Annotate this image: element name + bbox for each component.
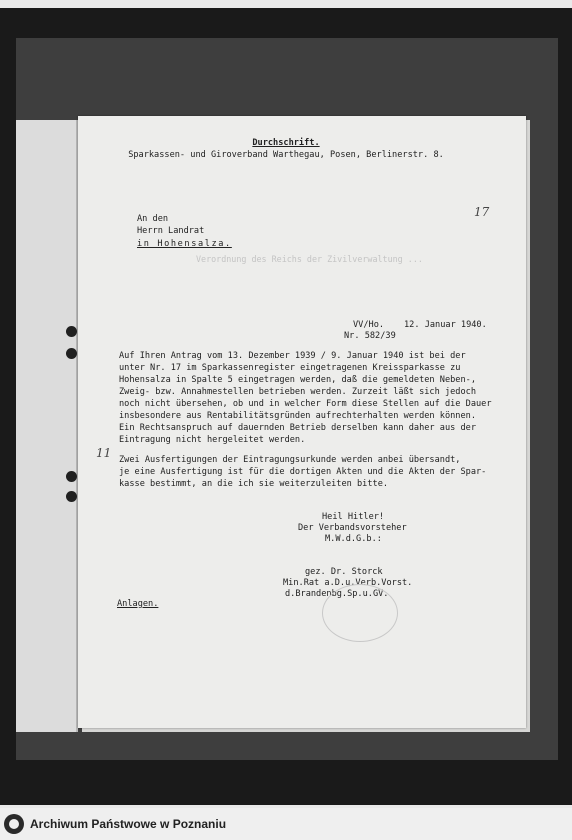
signature-line: gez. Dr. Storck [305, 567, 383, 577]
body-line: je eine Ausfertigung ist für die dortigen Akten und die Akten der Spar- [119, 467, 487, 477]
recipient-line: Herrn Landrat [137, 226, 205, 236]
body-line: unter Nr. 17 im Sparkassenregister eingetragenen Kreissparkasse zu [119, 363, 461, 373]
attachments-label: Anlagen. [117, 599, 159, 609]
reference-number: Nr. 582/39 [344, 331, 396, 341]
body-line: kasse bestimmt, an die ich sie weiterzuleiten bitte. [119, 479, 389, 489]
punch-hole [66, 348, 77, 359]
body-line: noch nicht übersehen, ob und in welcher Form diese Stellen auf die Dauer [119, 399, 492, 409]
document-title: Durchschrift. [252, 138, 320, 148]
punch-hole [66, 471, 77, 482]
archive-footer [0, 808, 572, 840]
body-line: Hohensalza in Spalte 5 eingetragen werden, daß die gemeldeten Neben-, [119, 375, 476, 385]
margin-handwritten-mark: 11 [96, 446, 112, 460]
reference: VV/Ho. [353, 320, 385, 330]
closing-line: M.W.d.G.b.: [325, 534, 382, 544]
body-line: Zweig- bzw. Annahmestellen betrieben werden. Zurzeit läßt sich jedoch [119, 387, 476, 397]
closing-line: Min.Rat a.D.u.Verb.Vorst. [283, 578, 413, 588]
closing-line: d.Brandenbg.Sp.u.GV. [285, 589, 389, 599]
body-line: Zwei Ausfertigungen der Eintragungsurkunde werden anbei übersandt, [119, 455, 461, 465]
body-line: Auf Ihren Antrag vom 13. Dezember 1939 / 9. Januar 1940 ist bei der [119, 351, 466, 361]
faint-bleed-through-text: Verordnung des Reichs der Zivilverwaltung ... [196, 254, 423, 264]
corner-handwritten-mark: 17 [474, 205, 490, 219]
body-line: Ein Rechtsanspruch auf dauernden Betrieb derselben kann daher aus der [119, 423, 476, 433]
recipient-line: An den [137, 214, 169, 224]
archive-name: Archiwum Państwowe w Poznaniu [30, 817, 227, 831]
closing-line: Der Verbandsvorsteher [298, 523, 407, 533]
sender-line: Sparkassen- und Giroverband Warthegau, Posen, Berlinerstr. 8. [128, 150, 444, 160]
body-line: Eintragung nicht hergeleitet werden. [119, 435, 306, 445]
punch-hole [66, 491, 77, 502]
letter-date: 12. Januar 1940. [404, 320, 487, 330]
body-line: insbesondere aus Rentabilitätsgründen aufrechterhalten werden können. [119, 411, 476, 421]
archive-logo-icon [4, 814, 24, 834]
faint-seal-stamp [322, 584, 398, 642]
folded-sheet-strip [16, 120, 78, 732]
punch-hole [66, 326, 77, 337]
closing-line: Heil Hitler! [322, 512, 385, 522]
recipient-line: in Hohensalza. [137, 239, 232, 249]
